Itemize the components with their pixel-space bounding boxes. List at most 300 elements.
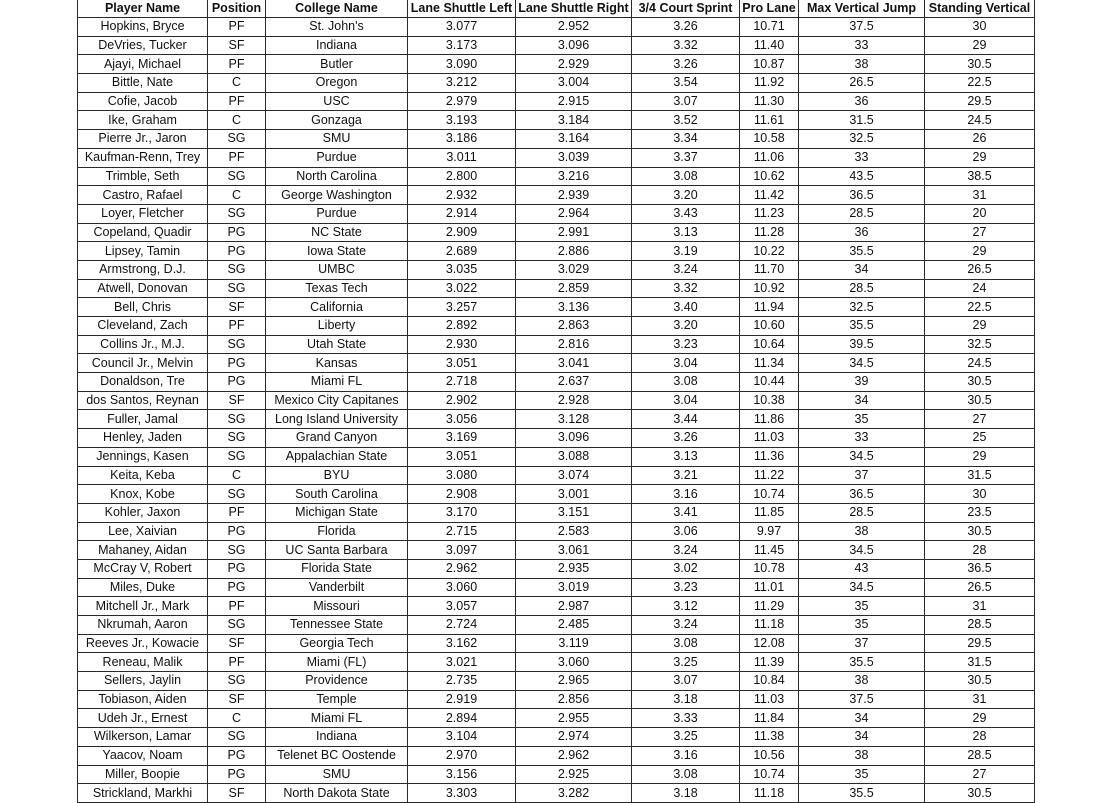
lane-shuttle-left-cell[interactable]: 3.035 xyxy=(408,260,516,279)
lane-shuttle-left-cell[interactable]: 2.908 xyxy=(408,485,516,504)
college-name-cell[interactable]: UMBC xyxy=(266,260,408,279)
position-cell[interactable]: SG xyxy=(208,429,266,448)
college-name-cell[interactable]: UC Santa Barbara xyxy=(266,541,408,560)
pro-lane-cell[interactable]: 10.58 xyxy=(740,130,799,149)
max-vertical-jump-cell[interactable]: 43.5 xyxy=(799,167,925,186)
max-vertical-jump-cell[interactable]: 34 xyxy=(799,260,925,279)
court-sprint-cell[interactable]: 3.32 xyxy=(632,36,740,55)
college-name-cell[interactable]: North Dakota State xyxy=(266,784,408,803)
position-cell[interactable]: SG xyxy=(208,616,266,635)
pro-lane-cell[interactable]: 11.70 xyxy=(740,260,799,279)
court-sprint-cell[interactable]: 3.24 xyxy=(632,541,740,560)
court-sprint-cell[interactable]: 3.41 xyxy=(632,503,740,522)
pro-lane-cell[interactable]: 10.60 xyxy=(740,317,799,336)
max-vertical-jump-cell[interactable]: 37 xyxy=(799,466,925,485)
standing-vertical-cell[interactable]: 30.5 xyxy=(925,672,1035,691)
college-name-cell[interactable]: Appalachian State xyxy=(266,447,408,466)
lane-shuttle-right-cell[interactable]: 2.965 xyxy=(516,672,632,691)
standing-vertical-cell[interactable]: 30.5 xyxy=(925,784,1035,803)
lane-shuttle-left-cell[interactable]: 3.104 xyxy=(408,728,516,747)
college-name-cell[interactable]: Miami (FL) xyxy=(266,653,408,672)
max-vertical-jump-cell[interactable]: 35.5 xyxy=(799,784,925,803)
lane-shuttle-right-cell[interactable]: 3.060 xyxy=(516,653,632,672)
lane-shuttle-left-cell[interactable]: 2.919 xyxy=(408,690,516,709)
standing-vertical-cell[interactable]: 31.5 xyxy=(925,653,1035,672)
pro-lane-cell[interactable]: 10.74 xyxy=(740,485,799,504)
college-name-cell[interactable]: Iowa State xyxy=(266,242,408,261)
pro-lane-cell[interactable]: 12.08 xyxy=(740,634,799,653)
college-name-cell[interactable]: Butler xyxy=(266,55,408,74)
lane-shuttle-right-cell[interactable]: 3.151 xyxy=(516,503,632,522)
court-sprint-cell[interactable]: 3.04 xyxy=(632,391,740,410)
position-cell[interactable]: PF xyxy=(208,653,266,672)
player-name-cell[interactable]: Udeh Jr., Ernest xyxy=(78,709,208,728)
college-name-cell[interactable]: SMU xyxy=(266,765,408,784)
lane-shuttle-right-cell[interactable]: 3.096 xyxy=(516,36,632,55)
lane-shuttle-right-cell[interactable]: 2.886 xyxy=(516,242,632,261)
position-cell[interactable]: PF xyxy=(208,597,266,616)
position-cell[interactable]: SG xyxy=(208,672,266,691)
player-name-cell[interactable]: Donaldson, Tre xyxy=(78,373,208,392)
player-name-cell[interactable]: Ike, Graham xyxy=(78,111,208,130)
lane-shuttle-left-cell[interactable]: 3.186 xyxy=(408,130,516,149)
pro-lane-cell[interactable]: 11.94 xyxy=(740,298,799,317)
lane-shuttle-left-cell[interactable]: 3.162 xyxy=(408,634,516,653)
lane-shuttle-right-cell[interactable]: 3.119 xyxy=(516,634,632,653)
player-name-cell[interactable]: Bittle, Nate xyxy=(78,74,208,93)
pro-lane-cell[interactable]: 10.62 xyxy=(740,167,799,186)
standing-vertical-cell[interactable]: 27 xyxy=(925,223,1035,242)
player-name-cell[interactable]: Henley, Jaden xyxy=(78,429,208,448)
lane-shuttle-left-cell[interactable]: 2.892 xyxy=(408,317,516,336)
standing-vertical-cell[interactable]: 29.5 xyxy=(925,634,1035,653)
max-vertical-jump-cell[interactable]: 34 xyxy=(799,728,925,747)
college-name-cell[interactable]: Purdue xyxy=(266,148,408,167)
position-cell[interactable]: SG xyxy=(208,728,266,747)
player-name-cell[interactable]: Cleveland, Zach xyxy=(78,317,208,336)
player-name-cell[interactable]: Ajayi, Michael xyxy=(78,55,208,74)
court-sprint-cell[interactable]: 3.16 xyxy=(632,485,740,504)
standing-vertical-cell[interactable]: 29 xyxy=(925,709,1035,728)
lane-shuttle-left-cell[interactable]: 3.090 xyxy=(408,55,516,74)
college-name-cell[interactable]: Florida State xyxy=(266,559,408,578)
lane-shuttle-left-cell[interactable]: 3.077 xyxy=(408,18,516,37)
position-cell[interactable]: PF xyxy=(208,55,266,74)
position-cell[interactable]: SG xyxy=(208,410,266,429)
lane-shuttle-right-cell[interactable]: 2.915 xyxy=(516,92,632,111)
college-name-cell[interactable]: Missouri xyxy=(266,597,408,616)
max-vertical-jump-cell[interactable]: 33 xyxy=(799,148,925,167)
pro-lane-cell[interactable]: 11.42 xyxy=(740,186,799,205)
pro-lane-cell[interactable]: 11.18 xyxy=(740,616,799,635)
court-sprint-cell[interactable]: 3.20 xyxy=(632,186,740,205)
lane-shuttle-left-cell[interactable]: 3.156 xyxy=(408,765,516,784)
lane-shuttle-right-cell[interactable]: 2.939 xyxy=(516,186,632,205)
position-cell[interactable]: C xyxy=(208,74,266,93)
college-name-cell[interactable]: SMU xyxy=(266,130,408,149)
college-name-cell[interactable]: Miami FL xyxy=(266,709,408,728)
college-name-cell[interactable]: Temple xyxy=(266,690,408,709)
position-cell[interactable]: SF xyxy=(208,391,266,410)
court-sprint-cell[interactable]: 3.25 xyxy=(632,653,740,672)
court-sprint-cell[interactable]: 3.52 xyxy=(632,111,740,130)
standing-vertical-cell[interactable]: 24 xyxy=(925,279,1035,298)
court-sprint-cell[interactable]: 3.43 xyxy=(632,204,740,223)
pro-lane-cell[interactable]: 11.30 xyxy=(740,92,799,111)
court-sprint-cell[interactable]: 3.07 xyxy=(632,92,740,111)
lane-shuttle-left-cell[interactable]: 3.080 xyxy=(408,466,516,485)
player-name-cell[interactable]: Fuller, Jamal xyxy=(78,410,208,429)
standing-vertical-cell[interactable]: 31 xyxy=(925,597,1035,616)
position-cell[interactable]: SG xyxy=(208,167,266,186)
pro-lane-cell[interactable]: 11.22 xyxy=(740,466,799,485)
max-vertical-jump-cell[interactable]: 34 xyxy=(799,391,925,410)
college-name-cell[interactable]: Georgia Tech xyxy=(266,634,408,653)
max-vertical-jump-cell[interactable]: 36 xyxy=(799,92,925,111)
lane-shuttle-left-cell[interactable]: 2.894 xyxy=(408,709,516,728)
college-name-cell[interactable]: St. John's xyxy=(266,18,408,37)
lane-shuttle-left-cell[interactable]: 2.909 xyxy=(408,223,516,242)
lane-shuttle-right-cell[interactable]: 2.987 xyxy=(516,597,632,616)
court-sprint-cell[interactable]: 3.02 xyxy=(632,559,740,578)
max-vertical-jump-cell[interactable]: 34.5 xyxy=(799,354,925,373)
standing-vertical-cell[interactable]: 26.5 xyxy=(925,260,1035,279)
pro-lane-cell[interactable]: 11.36 xyxy=(740,447,799,466)
court-sprint-cell[interactable]: 3.08 xyxy=(632,765,740,784)
standing-vertical-cell[interactable]: 30.5 xyxy=(925,391,1035,410)
standing-vertical-cell[interactable]: 29 xyxy=(925,148,1035,167)
player-name-cell[interactable]: Jennings, Kasen xyxy=(78,447,208,466)
standing-vertical-cell[interactable]: 30 xyxy=(925,18,1035,37)
position-cell[interactable]: SF xyxy=(208,784,266,803)
standing-vertical-cell[interactable]: 26 xyxy=(925,130,1035,149)
player-name-cell[interactable]: Castro, Rafael xyxy=(78,186,208,205)
position-cell[interactable]: C xyxy=(208,111,266,130)
court-sprint-cell[interactable]: 3.24 xyxy=(632,616,740,635)
lane-shuttle-right-cell[interactable]: 3.136 xyxy=(516,298,632,317)
standing-vertical-cell[interactable]: 20 xyxy=(925,204,1035,223)
lane-shuttle-right-cell[interactable]: 3.019 xyxy=(516,578,632,597)
court-sprint-cell[interactable]: 3.25 xyxy=(632,728,740,747)
player-name-cell[interactable]: Kohler, Jaxon xyxy=(78,503,208,522)
college-name-cell[interactable]: Tennessee State xyxy=(266,616,408,635)
lane-shuttle-right-cell[interactable]: 2.928 xyxy=(516,391,632,410)
max-vertical-jump-cell[interactable]: 33 xyxy=(799,429,925,448)
max-vertical-jump-cell[interactable]: 38 xyxy=(799,672,925,691)
lane-shuttle-left-cell[interactable]: 3.022 xyxy=(408,279,516,298)
max-vertical-jump-cell[interactable]: 37.5 xyxy=(799,690,925,709)
position-cell[interactable]: C xyxy=(208,466,266,485)
position-cell[interactable]: PG xyxy=(208,223,266,242)
pro-lane-cell[interactable]: 10.38 xyxy=(740,391,799,410)
max-vertical-jump-cell[interactable]: 39.5 xyxy=(799,335,925,354)
standing-vertical-cell[interactable]: 31 xyxy=(925,186,1035,205)
player-name-cell[interactable]: McCray V, Robert xyxy=(78,559,208,578)
pro-lane-cell[interactable]: 10.71 xyxy=(740,18,799,37)
max-vertical-jump-cell[interactable]: 35 xyxy=(799,597,925,616)
lane-shuttle-right-cell[interactable]: 3.061 xyxy=(516,541,632,560)
max-vertical-jump-cell[interactable]: 34.5 xyxy=(799,541,925,560)
position-cell[interactable]: SG xyxy=(208,541,266,560)
position-cell[interactable]: PG xyxy=(208,578,266,597)
lane-shuttle-left-cell[interactable]: 3.057 xyxy=(408,597,516,616)
position-cell[interactable]: PG xyxy=(208,373,266,392)
court-sprint-cell[interactable]: 3.37 xyxy=(632,148,740,167)
court-sprint-cell[interactable]: 3.23 xyxy=(632,335,740,354)
max-vertical-jump-cell[interactable]: 38 xyxy=(799,55,925,74)
court-sprint-cell[interactable]: 3.44 xyxy=(632,410,740,429)
standing-vertical-cell[interactable]: 28.5 xyxy=(925,616,1035,635)
college-name-cell[interactable]: George Washington xyxy=(266,186,408,205)
standing-vertical-cell[interactable]: 30 xyxy=(925,485,1035,504)
position-cell[interactable]: SF xyxy=(208,634,266,653)
player-name-cell[interactable]: Wilkerson, Lamar xyxy=(78,728,208,747)
college-name-cell[interactable]: Kansas xyxy=(266,354,408,373)
college-name-cell[interactable]: Purdue xyxy=(266,204,408,223)
standing-vertical-cell[interactable]: 26.5 xyxy=(925,578,1035,597)
lane-shuttle-right-cell[interactable]: 3.088 xyxy=(516,447,632,466)
standing-vertical-cell[interactable]: 28 xyxy=(925,541,1035,560)
college-name-cell[interactable]: Vanderbilt xyxy=(266,578,408,597)
standing-vertical-cell[interactable]: 25 xyxy=(925,429,1035,448)
lane-shuttle-left-cell[interactable]: 3.011 xyxy=(408,148,516,167)
player-name-cell[interactable]: Miller, Boopie xyxy=(78,765,208,784)
lane-shuttle-right-cell[interactable]: 2.816 xyxy=(516,335,632,354)
position-cell[interactable]: C xyxy=(208,709,266,728)
pro-lane-cell[interactable]: 11.40 xyxy=(740,36,799,55)
court-sprint-cell[interactable]: 3.04 xyxy=(632,354,740,373)
court-sprint-cell[interactable]: 3.19 xyxy=(632,242,740,261)
lane-shuttle-left-cell[interactable]: 2.724 xyxy=(408,616,516,635)
player-name-cell[interactable]: Pierre Jr., Jaron xyxy=(78,130,208,149)
position-cell[interactable]: SG xyxy=(208,335,266,354)
court-sprint-cell[interactable]: 3.23 xyxy=(632,578,740,597)
standing-vertical-cell[interactable]: 30.5 xyxy=(925,373,1035,392)
pro-lane-cell[interactable]: 10.92 xyxy=(740,279,799,298)
position-cell[interactable]: PG xyxy=(208,354,266,373)
position-cell[interactable]: PG xyxy=(208,242,266,261)
lane-shuttle-left-cell[interactable]: 2.930 xyxy=(408,335,516,354)
lane-shuttle-left-cell[interactable]: 2.735 xyxy=(408,672,516,691)
standing-vertical-cell[interactable]: 27 xyxy=(925,410,1035,429)
pro-lane-cell[interactable]: 10.64 xyxy=(740,335,799,354)
pro-lane-cell[interactable]: 9.97 xyxy=(740,522,799,541)
college-name-cell[interactable]: Grand Canyon xyxy=(266,429,408,448)
lane-shuttle-right-cell[interactable]: 3.282 xyxy=(516,784,632,803)
position-cell[interactable]: PG xyxy=(208,522,266,541)
pro-lane-cell[interactable]: 11.34 xyxy=(740,354,799,373)
position-cell[interactable]: SF xyxy=(208,298,266,317)
max-vertical-jump-cell[interactable]: 33 xyxy=(799,36,925,55)
max-vertical-jump-cell[interactable]: 35.5 xyxy=(799,653,925,672)
player-name-cell[interactable]: Armstrong, D.J. xyxy=(78,260,208,279)
court-sprint-cell[interactable]: 3.33 xyxy=(632,709,740,728)
standing-vertical-cell[interactable]: 23.5 xyxy=(925,503,1035,522)
pro-lane-cell[interactable]: 10.56 xyxy=(740,746,799,765)
lane-shuttle-right-cell[interactable]: 3.029 xyxy=(516,260,632,279)
max-vertical-jump-cell[interactable]: 37 xyxy=(799,634,925,653)
lane-shuttle-left-cell[interactable]: 3.193 xyxy=(408,111,516,130)
lane-shuttle-right-cell[interactable]: 2.859 xyxy=(516,279,632,298)
player-name-cell[interactable]: Mahaney, Aidan xyxy=(78,541,208,560)
court-sprint-cell[interactable]: 3.08 xyxy=(632,373,740,392)
max-vertical-jump-cell[interactable]: 36 xyxy=(799,223,925,242)
lane-shuttle-left-cell[interactable]: 2.932 xyxy=(408,186,516,205)
lane-shuttle-left-cell[interactable]: 3.051 xyxy=(408,447,516,466)
lane-shuttle-left-cell[interactable]: 2.715 xyxy=(408,522,516,541)
college-name-cell[interactable]: NC State xyxy=(266,223,408,242)
court-sprint-cell[interactable]: 3.26 xyxy=(632,429,740,448)
court-sprint-cell[interactable]: 3.18 xyxy=(632,690,740,709)
court-sprint-cell[interactable]: 3.08 xyxy=(632,634,740,653)
standing-vertical-cell[interactable]: 32.5 xyxy=(925,335,1035,354)
pro-lane-cell[interactable]: 11.03 xyxy=(740,690,799,709)
lane-shuttle-left-cell[interactable]: 2.914 xyxy=(408,204,516,223)
pro-lane-cell[interactable]: 10.74 xyxy=(740,765,799,784)
college-name-cell[interactable]: USC xyxy=(266,92,408,111)
lane-shuttle-left-cell[interactable]: 3.021 xyxy=(408,653,516,672)
college-name-cell[interactable]: Telenet BC Oostende xyxy=(266,746,408,765)
max-vertical-jump-cell[interactable]: 28.5 xyxy=(799,503,925,522)
pro-lane-cell[interactable]: 10.44 xyxy=(740,373,799,392)
court-sprint-cell[interactable]: 3.08 xyxy=(632,167,740,186)
player-name-cell[interactable]: Strickland, Markhi xyxy=(78,784,208,803)
player-name-cell[interactable]: Reeves Jr., Kowacie xyxy=(78,634,208,653)
court-sprint-cell[interactable]: 3.54 xyxy=(632,74,740,93)
pro-lane-cell[interactable]: 11.92 xyxy=(740,74,799,93)
lane-shuttle-left-cell[interactable]: 3.056 xyxy=(408,410,516,429)
player-name-cell[interactable]: Knox, Kobe xyxy=(78,485,208,504)
position-cell[interactable]: C xyxy=(208,186,266,205)
player-name-cell[interactable]: Tobiason, Aiden xyxy=(78,690,208,709)
position-cell[interactable]: SG xyxy=(208,447,266,466)
pro-lane-cell[interactable]: 11.85 xyxy=(740,503,799,522)
player-name-cell[interactable]: Loyer, Fletcher xyxy=(78,204,208,223)
pro-lane-cell[interactable]: 11.84 xyxy=(740,709,799,728)
position-cell[interactable]: SG xyxy=(208,485,266,504)
position-cell[interactable]: SF xyxy=(208,36,266,55)
court-sprint-cell[interactable]: 3.20 xyxy=(632,317,740,336)
college-name-cell[interactable]: South Carolina xyxy=(266,485,408,504)
court-sprint-cell[interactable]: 3.18 xyxy=(632,784,740,803)
position-cell[interactable]: SG xyxy=(208,204,266,223)
standing-vertical-cell[interactable]: 27 xyxy=(925,765,1035,784)
pro-lane-cell[interactable]: 11.28 xyxy=(740,223,799,242)
max-vertical-jump-cell[interactable]: 32.5 xyxy=(799,130,925,149)
college-name-cell[interactable]: Texas Tech xyxy=(266,279,408,298)
lane-shuttle-right-cell[interactable]: 3.039 xyxy=(516,148,632,167)
college-name-cell[interactable]: Utah State xyxy=(266,335,408,354)
lane-shuttle-right-cell[interactable]: 2.856 xyxy=(516,690,632,709)
court-sprint-cell[interactable]: 3.12 xyxy=(632,597,740,616)
position-cell[interactable]: SG xyxy=(208,130,266,149)
lane-shuttle-right-cell[interactable]: 2.991 xyxy=(516,223,632,242)
lane-shuttle-left-cell[interactable]: 3.051 xyxy=(408,354,516,373)
position-cell[interactable]: PG xyxy=(208,765,266,784)
player-name-cell[interactable]: Lipsey, Tamin xyxy=(78,242,208,261)
standing-vertical-cell[interactable]: 36.5 xyxy=(925,559,1035,578)
lane-shuttle-left-cell[interactable]: 2.962 xyxy=(408,559,516,578)
college-name-cell[interactable]: Liberty xyxy=(266,317,408,336)
standing-vertical-cell[interactable]: 29 xyxy=(925,242,1035,261)
position-cell[interactable]: PF xyxy=(208,148,266,167)
player-name-cell[interactable]: Cofie, Jacob xyxy=(78,92,208,111)
player-name-cell[interactable]: Reneau, Malik xyxy=(78,653,208,672)
pro-lane-cell[interactable]: 10.87 xyxy=(740,55,799,74)
max-vertical-jump-cell[interactable]: 39 xyxy=(799,373,925,392)
standing-vertical-cell[interactable]: 29 xyxy=(925,317,1035,336)
player-name-cell[interactable]: Bell, Chris xyxy=(78,298,208,317)
lane-shuttle-right-cell[interactable]: 3.041 xyxy=(516,354,632,373)
player-name-cell[interactable]: DeVries, Tucker xyxy=(78,36,208,55)
max-vertical-jump-cell[interactable]: 35.5 xyxy=(799,242,925,261)
player-name-cell[interactable]: Miles, Duke xyxy=(78,578,208,597)
player-name-cell[interactable]: Sellers, Jaylin xyxy=(78,672,208,691)
lane-shuttle-left-cell[interactable]: 2.979 xyxy=(408,92,516,111)
college-name-cell[interactable]: Indiana xyxy=(266,36,408,55)
court-sprint-cell[interactable]: 3.26 xyxy=(632,18,740,37)
lane-shuttle-left-cell[interactable]: 3.173 xyxy=(408,36,516,55)
lane-shuttle-right-cell[interactable]: 2.952 xyxy=(516,18,632,37)
lane-shuttle-right-cell[interactable]: 3.004 xyxy=(516,74,632,93)
pro-lane-cell[interactable]: 11.18 xyxy=(740,784,799,803)
max-vertical-jump-cell[interactable]: 31.5 xyxy=(799,111,925,130)
max-vertical-jump-cell[interactable]: 35 xyxy=(799,765,925,784)
college-name-cell[interactable]: Long Island University xyxy=(266,410,408,429)
pro-lane-cell[interactable]: 11.38 xyxy=(740,728,799,747)
lane-shuttle-right-cell[interactable]: 2.929 xyxy=(516,55,632,74)
lane-shuttle-left-cell[interactable]: 2.800 xyxy=(408,167,516,186)
player-name-cell[interactable]: Collins Jr., M.J. xyxy=(78,335,208,354)
standing-vertical-cell[interactable]: 30.5 xyxy=(925,55,1035,74)
lane-shuttle-right-cell[interactable]: 2.583 xyxy=(516,522,632,541)
college-name-cell[interactable]: Oregon xyxy=(266,74,408,93)
college-name-cell[interactable]: Florida xyxy=(266,522,408,541)
court-sprint-cell[interactable]: 3.24 xyxy=(632,260,740,279)
standing-vertical-cell[interactable]: 29.5 xyxy=(925,92,1035,111)
position-cell[interactable]: PF xyxy=(208,92,266,111)
lane-shuttle-left-cell[interactable]: 3.257 xyxy=(408,298,516,317)
max-vertical-jump-cell[interactable]: 32.5 xyxy=(799,298,925,317)
standing-vertical-cell[interactable]: 38.5 xyxy=(925,167,1035,186)
max-vertical-jump-cell[interactable]: 34 xyxy=(799,709,925,728)
college-name-cell[interactable]: Miami FL xyxy=(266,373,408,392)
pro-lane-cell[interactable]: 10.78 xyxy=(740,559,799,578)
player-name-cell[interactable]: Hopkins, Bryce xyxy=(78,18,208,37)
position-cell[interactable]: PG xyxy=(208,559,266,578)
max-vertical-jump-cell[interactable]: 38 xyxy=(799,522,925,541)
college-name-cell[interactable]: Indiana xyxy=(266,728,408,747)
lane-shuttle-right-cell[interactable]: 3.184 xyxy=(516,111,632,130)
court-sprint-cell[interactable]: 3.32 xyxy=(632,279,740,298)
position-cell[interactable]: PF xyxy=(208,18,266,37)
lane-shuttle-left-cell[interactable]: 3.060 xyxy=(408,578,516,597)
max-vertical-jump-cell[interactable]: 35 xyxy=(799,410,925,429)
lane-shuttle-right-cell[interactable]: 3.001 xyxy=(516,485,632,504)
max-vertical-jump-cell[interactable]: 37.5 xyxy=(799,18,925,37)
lane-shuttle-right-cell[interactable]: 3.164 xyxy=(516,130,632,149)
lane-shuttle-right-cell[interactable]: 2.637 xyxy=(516,373,632,392)
lane-shuttle-right-cell[interactable]: 3.128 xyxy=(516,410,632,429)
player-name-cell[interactable]: Council Jr., Melvin xyxy=(78,354,208,373)
position-cell[interactable]: PF xyxy=(208,503,266,522)
player-name-cell[interactable]: Yaacov, Noam xyxy=(78,746,208,765)
max-vertical-jump-cell[interactable]: 28.5 xyxy=(799,204,925,223)
max-vertical-jump-cell[interactable]: 43 xyxy=(799,559,925,578)
lane-shuttle-right-cell[interactable]: 2.925 xyxy=(516,765,632,784)
lane-shuttle-right-cell[interactable]: 2.863 xyxy=(516,317,632,336)
max-vertical-jump-cell[interactable]: 36.5 xyxy=(799,485,925,504)
